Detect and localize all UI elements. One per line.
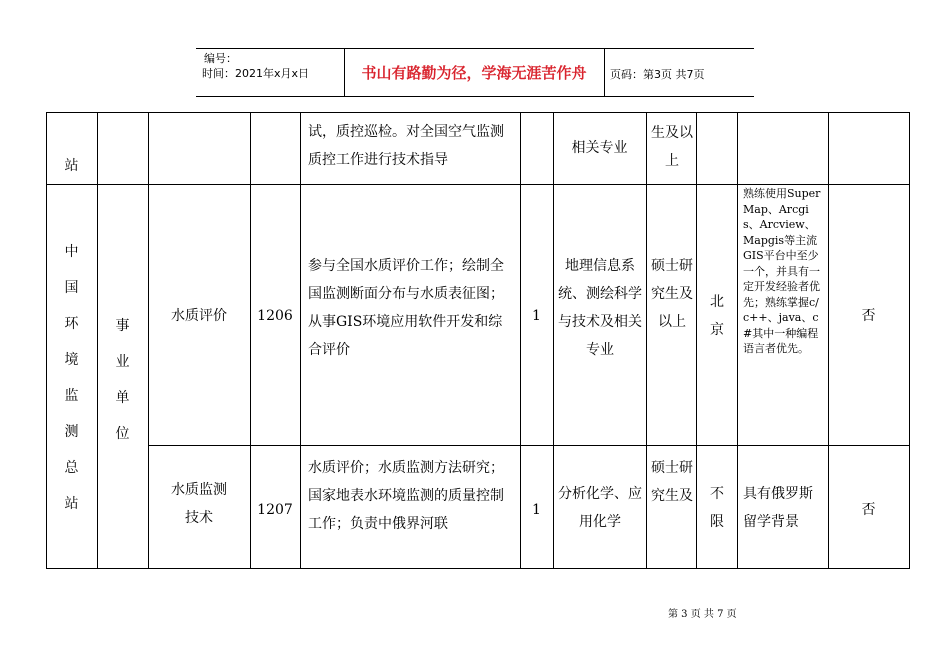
major-cell: 相关专业 [571,140,628,156]
flag-cell: 否 [861,502,876,518]
post-cell: 水质评价 [171,308,227,324]
table-rule [46,112,910,113]
header-divider [604,48,605,96]
other-cell: 具有俄罗斯留学背景 [743,486,813,530]
type-cell: 事 业 单 位 [115,318,130,442]
table-rule [646,112,647,569]
post-cell: 水质监测技术 [171,482,227,526]
header-top-rule [196,48,754,49]
table-rule [300,112,301,569]
table-rule [696,112,697,569]
page-footer: 第 3 页 共 7 页 [668,609,737,620]
table-rule [148,112,149,569]
flag-cell: 否 [861,308,876,324]
degree-cell: 硕士研究生及 [651,460,693,504]
doc-time-label: 时间：2021年x月x日 [202,67,310,80]
major-cell: 地理信息系统、测绘科学与技术及相关专业 [558,258,642,358]
table-rule [553,112,554,569]
count-cell: 1 [532,502,541,518]
duty-cell: 试，质控巡检。对全国空气监测质控工作进行技术指导 [308,124,504,168]
table-rule [46,568,910,569]
place-cell: 北京 [710,294,724,338]
duty-cell: 水质评价；水质监测方法研究；国家地表水环境监测的质量控制工作；负责中俄界河联 [308,460,504,532]
unit-cell: 中 国 环 境 监 测 总 站 [64,244,79,512]
table-rule [909,112,910,569]
table-rule [737,112,738,569]
degree-cell: 硕士研究生及以上 [651,258,693,330]
table-rule [46,184,910,185]
count-cell: 1 [532,308,541,324]
code-cell: 1206 [257,308,293,324]
table-rule [148,445,910,446]
other-cell: 熟练使用SuperMap、Arcgis、Arcview、Mapgis等主流GIS平台中至少一个，并具有一定开发经验者优先；熟练掌握c/c++、java、c#其中一种编程语言者优先。 [743,187,821,355]
unit-cell: 站 [64,158,79,174]
header-page-label: 页码：第3页 共7页 [610,68,705,81]
code-cell: 1207 [257,502,293,518]
doc-code-label: 编号： [204,52,237,65]
major-cell: 分析化学、应用化学 [558,486,642,530]
header-bottom-rule [196,96,754,97]
place-cell: 不限 [710,486,724,530]
header-motto: 书山有路勤为径，学海无涯苦作舟 [361,64,587,82]
page-header [196,48,754,96]
duty-cell: 参与全国水质评价工作；绘制全国监测断面分布与水质表征图；从事GIS环境应用软件开发和综合评价 [308,258,504,358]
degree-cell: 生及以上 [651,125,693,169]
